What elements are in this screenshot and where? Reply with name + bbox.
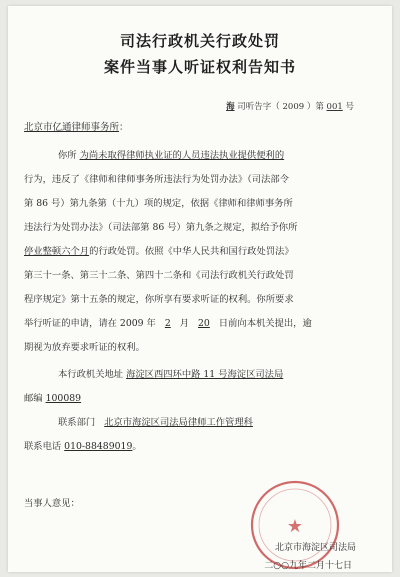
- penalty-text: 停业整顿六个月: [24, 246, 90, 257]
- body-line-5-rest: 的行政处罚。依照《中华人民共和国行政处罚法》: [89, 246, 294, 257]
- contact-dept-label: 联系部门: [58, 417, 96, 428]
- address-value: 海淀区西四环中路 11 号海淀区司法局: [126, 369, 284, 380]
- address-line: [24, 363, 372, 387]
- notice-document: [8, 6, 392, 572]
- body-line-8: [24, 312, 372, 336]
- doc-number-value: 001: [326, 102, 343, 112]
- recipient-line: [24, 119, 129, 133]
- notice-body: [24, 144, 372, 360]
- title-line-2: 案件当事人听证权利告知书: [103, 58, 296, 76]
- recipient-colon: ：: [119, 122, 129, 133]
- contact-block: [24, 411, 372, 459]
- body-line-2: 行为，违反了《律师和律师事务所违法行为处罚办法》（司法部令: [24, 174, 289, 185]
- contact-phone-value: 010-88489019: [64, 441, 133, 452]
- signature-date: 二○○九年二月十七日: [264, 561, 352, 571]
- deadline-rest: 日前向本机关提出，逾: [218, 318, 312, 329]
- address-block: [24, 363, 372, 411]
- deadline-lead: 举行听证的申请，请在 2009 年: [24, 318, 156, 329]
- contact-dept-line: [24, 411, 372, 435]
- signature-org: 北京市海淀区司法局: [274, 543, 356, 553]
- postcode-label: 邮编: [24, 393, 43, 404]
- body-line-7: 程序规定》第十五条的规定，你所享有要求听证的权利。你所要求: [24, 294, 294, 305]
- party-opinion-label: 当事人意见：: [24, 498, 80, 509]
- body-line-5: [24, 240, 372, 264]
- deadline-day: 20: [197, 318, 210, 329]
- body-line-3: 第 86 号）第九条第（十九）项的规定，依据《律师和律师事务所: [24, 198, 293, 209]
- body-line-4: 违法行为处罚办法》（司法部第 86 号）第九条之规定，拟给予你所: [24, 222, 298, 233]
- svg-text:★: ★: [286, 516, 304, 537]
- body-line-9: 期视为放弃要求听证的权利。: [24, 342, 145, 353]
- contact-phone-line: [24, 435, 372, 459]
- recipient-name: 北京市亿通律师事务所: [24, 122, 120, 133]
- contact-phone-period: 。: [132, 441, 142, 452]
- body-line-6: 第三十一条、第三十二条、第四十二条和《司法行政机关行政处罚: [24, 270, 294, 281]
- body-line-1: [24, 144, 372, 168]
- deadline-month: 2: [164, 318, 171, 329]
- contact-dept-value: 北京市海淀区司法局律师工作管理科: [104, 417, 253, 428]
- contact-phone-label: 联系电话: [24, 441, 62, 452]
- violation-description: 为尚未取得律师执业证的人员违法执业提供便利的: [79, 150, 285, 161]
- doc-number-middle: 司听告字（ 2009 ）第: [237, 102, 324, 112]
- postcode-line: [24, 387, 372, 411]
- doc-number-suffix: 号: [345, 102, 354, 112]
- address-label: 本行政机关地址: [58, 369, 124, 380]
- document-number: [226, 100, 354, 112]
- postcode-value: 100089: [45, 393, 82, 404]
- doc-number-prefix: 海: [226, 102, 235, 112]
- deadline-month-unit: 月: [179, 318, 190, 329]
- title-line-1: 司法行政机关行政处罚: [119, 32, 280, 50]
- body-line-1-lead: 你所: [58, 150, 77, 161]
